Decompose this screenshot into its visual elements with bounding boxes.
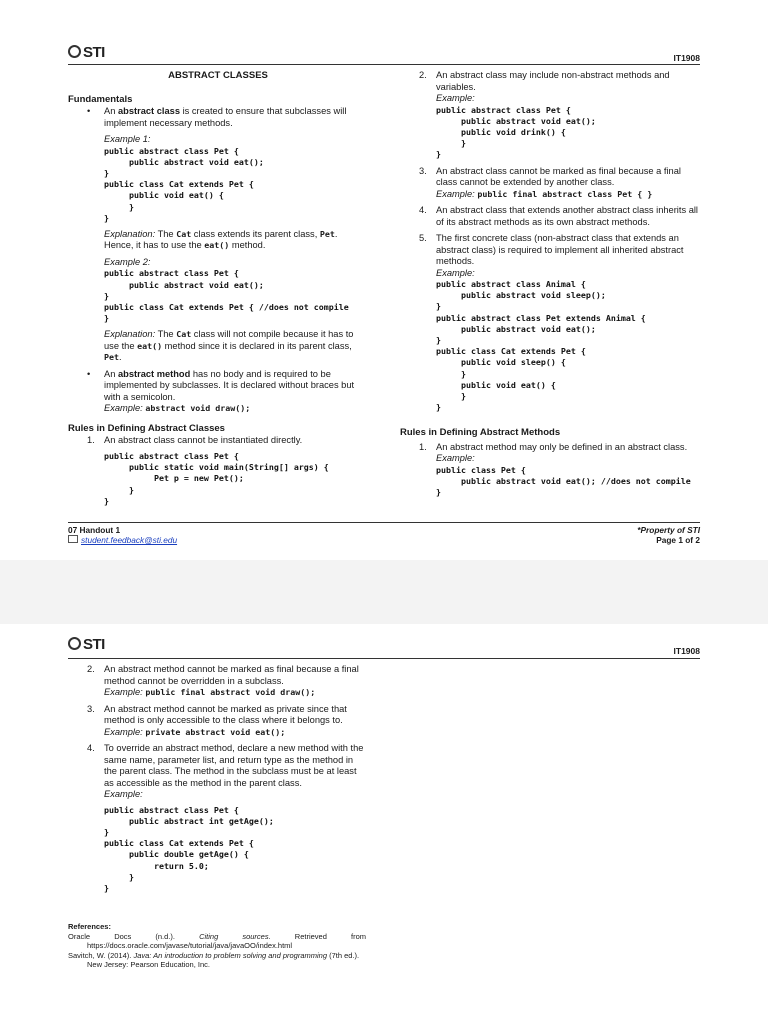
- rule-method-4-code: public abstract class Pet { public abstract int getAge(); } public class Cat extends Pet { public double getAge() { return 5.0; } }: [104, 804, 274, 893]
- rule-method-4: 4. To override an abstract method, declare a new method with the same name, parameter list, and return type as the method in the parent class. The method in the subclass must be at least as accessible as the method in the parent class. Example: public abstract class Pet { public abstract int getAge(); } public class Cat extends Pet { public double getAge() { return 5.0; } }: [68, 743, 368, 894]
- rule-method-3: 3. An abstract method cannot be marked as private since that method is only accessible to the class where it belongs to. Example: private abstract void eat();: [87, 703, 347, 737]
- rule-class-3: 3. An abstract class cannot be marked as final because a final class cannot be extended by another class. Example: public final abstract class Pet { }: [419, 165, 681, 199]
- rule-method-2-code: public final abstract void draw();: [145, 687, 316, 697]
- sti-logo: STI: [68, 636, 105, 653]
- page-gap: [0, 560, 768, 624]
- bullet-marker: •: [87, 106, 91, 116]
- handout-label: 07 Handout 1: [68, 525, 121, 535]
- rule-method-1-code: public class Pet { public abstract void eat(); //does not compile }: [436, 464, 691, 498]
- sti-logo-icon: [68, 45, 81, 58]
- reference-2: Savitch, W. (2014). Java: An introduction to problem solving and programming (7th ed.).: [68, 950, 360, 960]
- example-2-code: public abstract class Pet { public abstract void eat(); } public class Cat extends Pet { //does not compile }: [104, 268, 349, 324]
- course-code: IT1908: [673, 53, 700, 63]
- rules-classes-heading: Rules in Defining Abstract Classes: [68, 422, 225, 434]
- bullet-abstract-class: • An abstract class is created to ensure that subclasses will implement necessary methods. Example 1: public abstract class Pet { public abstract void eat(); } public class Cat extends Pet { public void eat() { } } Explanation: The Cat class extends its parent class, Pet. Hence, it has to use the eat() method. Example 2: public abstract class Pet { public abstract void eat(); } public class Cat extends Pet { //does not compile } Explanation: The Cat class will not compile because it has to use the eat() method since it is declared in its parent class, Pet.: [68, 106, 368, 364]
- sti-logo-icon: [68, 637, 81, 650]
- references: References: Oracle Docs (n.d.). Citing sources. Retrieved from https://docs.oracle.com/javase/tutorial/java/javaOO/index.html Savitch, W. (2014). Java: An introduction to problem solving and programming (7th ed.). New Jersey: Pearson Education, Inc.: [68, 922, 366, 969]
- rule-class-2-code: public abstract class Pet { public abstract void eat(); public void drink() { } }: [436, 104, 596, 160]
- footer-rule: [68, 522, 700, 523]
- rule-class-4: 4. An abstract class that extends another abstract class inherits all of its abstract methods as its own abstract methods.: [419, 205, 698, 227]
- page-number: Page 1 of 2: [656, 535, 700, 545]
- footer-left: [68, 525, 177, 545]
- rule-method-1: 1. An abstract method may only be defined in an abstract class. Example: public class Pet { public abstract void eat(); //does not compile }: [400, 442, 700, 499]
- left-column: [68, 70, 368, 511]
- reference-1-url: https://docs.oracle.com/javase/tutorial/java/javaOO/index.html: [87, 941, 293, 950]
- example-1-label: Example 1:: [104, 134, 151, 144]
- example-1-code: public abstract class Pet { public abstract void eat(); } public class Cat extends Pet { public void eat() { } }: [104, 145, 264, 223]
- feedback-email-link[interactable]: student.feedback@sti.edu: [81, 535, 178, 545]
- course-code: IT1908: [673, 646, 700, 656]
- rule-class-3-code: public final abstract class Pet { }: [477, 188, 653, 199]
- fundamentals-heading: Fundamentals: [68, 93, 133, 105]
- rule-class-5: 5. The first concrete class (non-abstract class that extends an abstract class) is required to implement all inherited abstract methods. Example: public abstract class Animal { public abstract void sleep(); } public abstract class Pet extends Animal { public abstract void eat(); } public class Cat extends Pet { public void sleep() { } public void eat() { } }: [400, 233, 700, 413]
- rule-class-5-code: public abstract class Animal { public abstract void sleep(); } public abstract class Pet extends Animal { public abstract void eat(); } public class Cat extends Pet { public void sleep() { } public void eat() { } }: [436, 279, 646, 413]
- references-heading: References:: [68, 922, 111, 931]
- footer-right: *Property of STI Page 1 of 2: [637, 525, 700, 545]
- rule-class-1-code: public abstract class Pet { public static void main(String[] args) { Pet p = new Pet(); } }: [104, 450, 329, 506]
- right-column: [400, 70, 700, 503]
- sti-logo: STI: [68, 44, 105, 61]
- header-rule: [68, 658, 700, 659]
- rules-methods-heading: Rules in Defining Abstract Methods: [400, 427, 561, 439]
- header-rule: [68, 64, 700, 65]
- bullet-abstract-method: • An abstract method has no body and is required to be implemented by subclasses. It is declared without braces but with a semicolon. Example: abstract void draw();: [87, 368, 355, 414]
- rule-method-2: 2. An abstract method cannot be marked as final because a final method cannot be overridden in a subclass. Example: public final abstract void draw();: [87, 664, 359, 697]
- explanation-2: Explanation: The Cat class will not compile because it has to use the eat() method since it is declared in its parent class, Pet.: [104, 329, 354, 363]
- page-2: [0, 624, 768, 1024]
- bullet-marker: •: [87, 368, 91, 379]
- example-2-label: Example 2:: [104, 256, 151, 267]
- rule-class-2: 2. An abstract class may include non-abstract methods and variables. Example: public abstract class Pet { public abstract void eat(); public void drink() { } }: [400, 70, 700, 161]
- explanation-1: Explanation: The Cat class extends its parent class, Pet. Hence, it has to use the eat() method.: [104, 228, 338, 251]
- rule-class-1: 1. An abstract class cannot be instantiated directly. public abstract class Pet { public static void main(String[] args) { Pet p = new Pet(); } }: [68, 435, 368, 507]
- reference-1: Oracle Docs (n.d.). Citing sources. Retrieved from: [68, 931, 366, 941]
- rule-method-3-code: private abstract void eat();: [145, 726, 286, 737]
- mail-icon: [68, 535, 78, 543]
- page-title: ABSTRACT CLASSES: [168, 70, 268, 81]
- page-2-column: [68, 664, 368, 898]
